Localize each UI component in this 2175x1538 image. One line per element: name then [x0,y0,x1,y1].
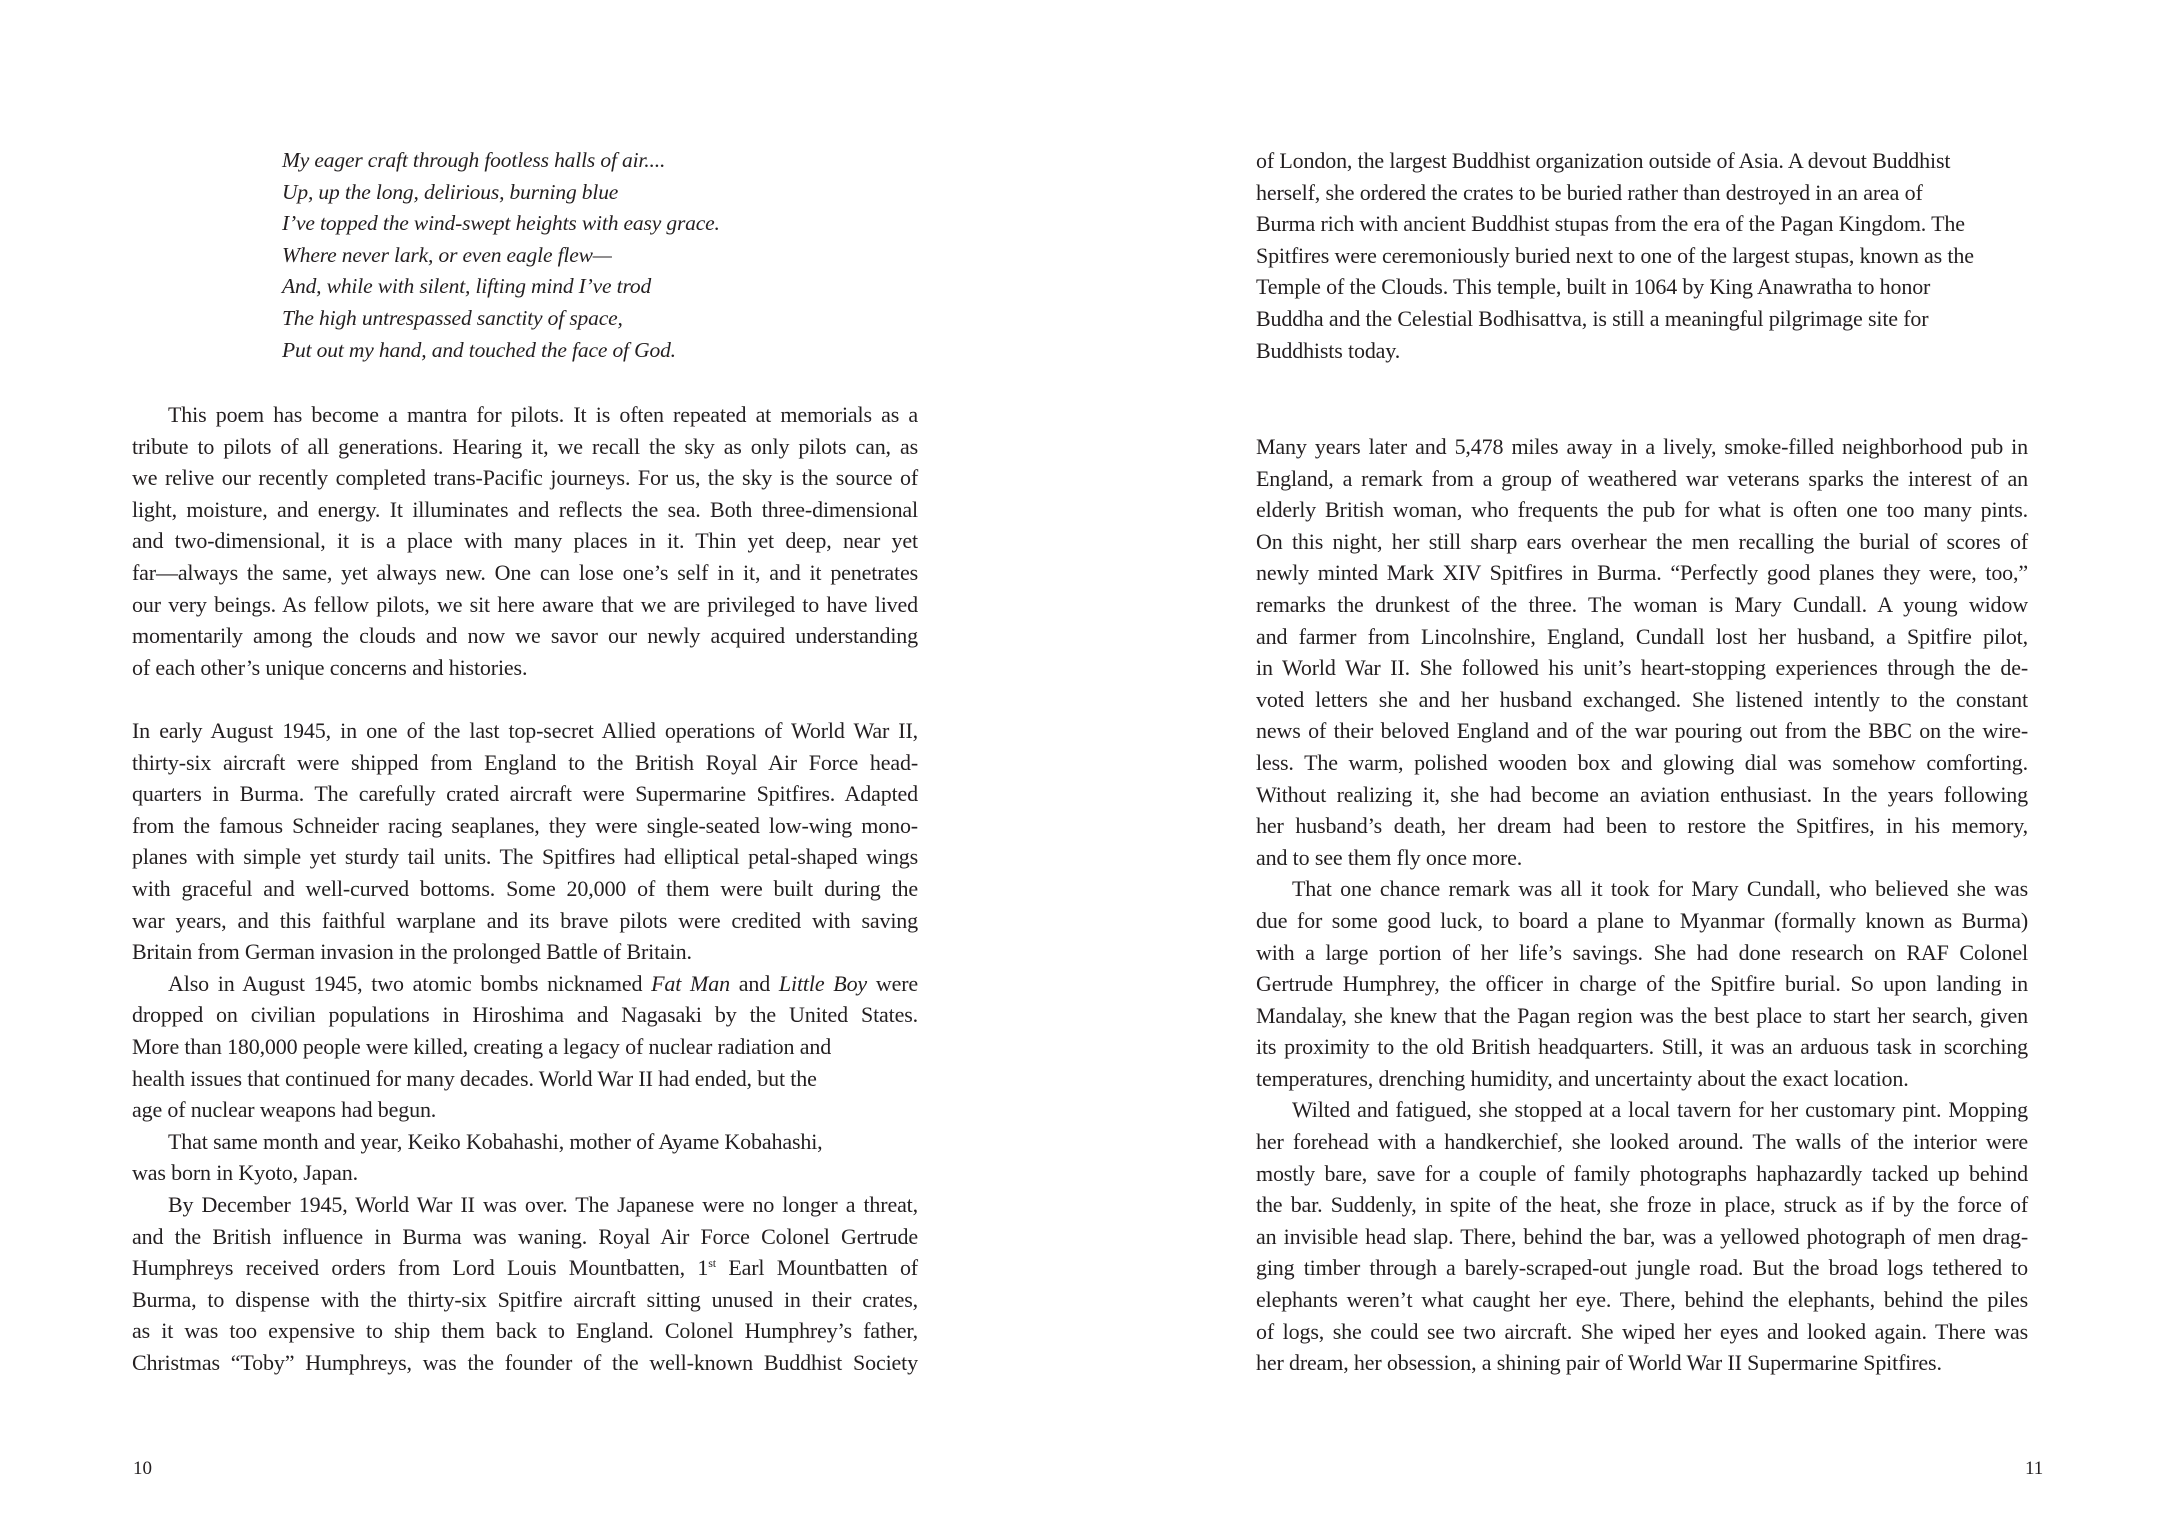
text-line: news of their beloved England and of the war pouring out from the BBC on the wire- [1256,718,2028,744]
text-run: and [729,970,779,996]
text-line [132,1252,918,1284]
text-line: This poem has become a mantra for pilots. It is often repeated at memorials as a [168,402,918,427]
text-line: her husband’s death, her dream had been to restore the Spitfires, in his memory, [1256,813,2028,839]
text-line: elephants weren’t what caught her eye. There, behind the elephants, behind the piles [1256,1287,2028,1313]
italic-title: Fat Man [651,970,730,996]
text-line: England, a remark from a group of weathered war veterans sparks the interest of an [1256,465,2028,491]
italic-title: Little Boy [778,970,868,996]
poem-line: I’ve topped the wind-swept heights with easy grace. [282,211,720,236]
text-line: our very beings. As fellow pilots, we sit here aware that we are privileged to have lived [132,591,918,617]
text-line: thirty-six aircraft were shipped from England to the British Royal Air Force head- [132,749,918,775]
text-line: of logs, she could see two aircraft. She wiped her eyes and looked again. There was [1256,1318,2028,1344]
paragraph-poem-commentary [132,399,918,683]
right-page [1087,0,2175,1538]
text-line: Many years later and 5,478 miles away in a lively, smoke-filled neighborhood pub in [1256,434,2028,459]
text-line: Britain from German invasion in the prolonged Battle of Britain. [132,939,692,965]
text-line: of each other’s unique concerns and histories. [132,654,528,680]
text-line: Spitfires were ceremoniously buried next to one of the largest stupas, known as the [1256,242,1974,268]
text-line: newly minted Mark XIV Spitfires in Burma. “Perfectly good planes they were, too,” [1256,560,2028,586]
text-line: with a large portion of her life’s savings. She had done research on RAF Colonel [1256,939,2028,965]
text-line: Burma, to dispense with the thirty-six Spitfire aircraft sitting unused in their crates, [132,1286,918,1312]
text-line: age of nuclear weapons had begun. [132,1097,437,1123]
text-line: elderly British woman, who frequents the pub for what is often one too many pints. [1256,497,2028,523]
text-line: was born in Kyoto, Japan. [132,1160,358,1186]
text-line: Mandalay, she knew that the Pagan region was the best place to start her search, given [1256,1002,2028,1028]
poem-stanza [282,145,720,366]
text-line: Christmas “Toby” Humphreys, was the founder of the well-known Buddhist Society [132,1349,918,1375]
poem-line: My eager craft through footless halls of air.... [282,148,666,172]
text-line: with graceful and well-curved bottoms. Some 20,000 of them were built during the [132,875,918,901]
text-line: tribute to pilots of all generations. Hearing it, we recall the sky as only pilots can, as [132,433,918,459]
poem-line: Put out my hand, and touched the face of God. [282,337,676,362]
text-line: On this night, her still sharp ears overhear the men recalling the burial of scores of [1256,528,2028,554]
text-line: its proximity to the old British headquarters. Still, it was an arduous task in scorching [1256,1034,2028,1060]
text-line: Gertrude Humphrey, the officer in charge of the Spitfire burial. So upon landing in [1256,971,2028,997]
text-line: in World War II. She followed his unit’s heart-stopping experiences through the de- [1256,655,2028,681]
left-page [0,0,1087,1538]
page-number-left: 10 [133,1458,152,1479]
text-line: remarks the drunkest of the three. The woman is Mary Cundall. A young widow [1256,591,2028,617]
text-line: and the British influence in Burma was waning. Royal Air Force Colonel Gertrude [132,1223,918,1249]
text-line: health issues that continued for many decades. World War II had ended, but the [132,1065,817,1091]
poem-line: The high untrespassed sanctity of space, [282,305,623,330]
text-line: due for some good luck, to board a plane to Myanmar (formally known as Burma) [1256,907,2028,933]
text-line: momentarily among the clouds and now we savor our newly acquired understanding [132,623,918,649]
section-mary-cundall [1256,431,2028,1379]
text-line: and to see them fly once more. [1256,844,1523,870]
text-line: an invisible head slap. There, behind the bar, was a yellowed photograph of men drag- [1256,1223,2028,1249]
text-line: Burma rich with ancient Buddhist stupas from the era of the Pagan Kingdom. The [1256,211,1965,237]
text-line: temperatures, drenching humidity, and uncertainty about the exact location. [1256,1065,1909,1091]
text-run: Also in August 1945, two atomic bombs nicknamed [168,970,652,996]
page-number-right: 11 [2025,1458,2044,1479]
text-run: Earl Mountbatten of [715,1255,918,1281]
poem-line: Up, up the long, delirious, burning blue [282,179,619,204]
text-line: light, moisture, and energy. It illuminates and reflects the sea. Both three-dimensional [132,496,918,522]
text-line: In early August 1945, in one of the last top-secret Allied operations of World War II, [132,718,918,743]
text-line: planes with simple yet sturdy tail units. The Spitfires had elliptical petal-shaped wings [132,844,918,870]
text-line: Wilted and fatigued, she stopped at a local tavern for her customary pint. Mopping [1292,1097,2028,1123]
text-line: as it was too expensive to ship them back to England. Colonel Humphrey’s father, [132,1318,918,1344]
text-line: and two-dimensional, it is a place with many places in it. Thin yet deep, near yet [132,528,918,554]
text-line: By December 1945, World War II was over. The Japanese were no longer a threat, [168,1191,918,1217]
poem-line: And, while with silent, lifting mind I’ve trod [282,274,652,299]
text-line: That one chance remark was all it took for Mary Cundall, who believed she was [1292,876,2028,902]
text-line: herself, she ordered the crates to be buried rather than destroyed in an area of [1256,179,1923,205]
text-line: Buddha and the Celestial Bodhisattva, is still a meaningful pilgrimage site for [1256,305,1929,331]
text-line: and farmer from Lincolnshire, England, Cundall lost her husband, a Spitfire pilot, [1256,623,2028,649]
text-line: That same month and year, Keiko Kobahashi, mother of Ayame Kobahashi, [168,1128,823,1154]
text-line [132,968,918,1000]
text-line: less. The warm, polished wooden box and glowing dial was somehow comforting. [1256,749,2028,775]
text-line: far—always the same, yet always new. One can lose one’s self in it, and it penetrates [132,559,918,585]
text-line: from the famous Schneider racing seaplanes, they were single-seated low-wing mono- [132,812,918,838]
text-line: her forehead with a handkerchief, she looked around. The walls of the interior were [1256,1129,2028,1155]
text-run: were [867,970,919,996]
text-line: her dream, her obsession, a shining pair of World War II Supermarine Spitfires. [1256,1350,1942,1376]
text-line: voted letters she and her husband exchanged. She listened intently to the constant [1256,686,2028,712]
text-line: the bar. Suddenly, in spite of the heat, she froze in place, struck as if by the force of [1256,1192,2028,1218]
text-run: Humphreys received orders from Lord Louis Mountbatten, 1 [132,1255,709,1281]
text-line: of London, the largest Buddhist organization outside of Asia. A devout Buddhist [1256,148,1951,173]
text-line: Buddhists today. [1256,337,1401,363]
text-line: dropped on civilian populations in Hiroshima and Nagasaki by the United States. [132,1002,918,1028]
text-line: More than 180,000 people were killed, creating a legacy of nuclear radiation and [132,1033,832,1059]
text-line: ging timber through a barely-scraped-out jungle road. But the broad logs tethered to [1256,1255,2028,1281]
ordinal-superscript: st [708,1256,716,1271]
paragraph-buddhist-society [1256,145,2028,366]
text-line: quarters in Burma. The carefully crated aircraft were Supermarine Spitfires. Adapted [132,781,918,807]
poem-line: Where never lark, or even eagle flew— [282,242,612,267]
text-line: Temple of the Clouds. This temple, built in 1064 by King Anawratha to honor [1256,274,1931,300]
text-line: Without realizing it, she had become an aviation enthusiast. In the years following [1256,781,2028,807]
text-line: war years, and this faithful warplane and its brave pilots were credited with saving [132,907,918,933]
text-line: mostly bare, save for a couple of family photographs haphazardly tacked up behind [1256,1160,2028,1186]
text-line: we relive our recently completed trans-Pacific journeys. For us, the sky is the source of [132,465,918,491]
section-history [132,715,918,1378]
